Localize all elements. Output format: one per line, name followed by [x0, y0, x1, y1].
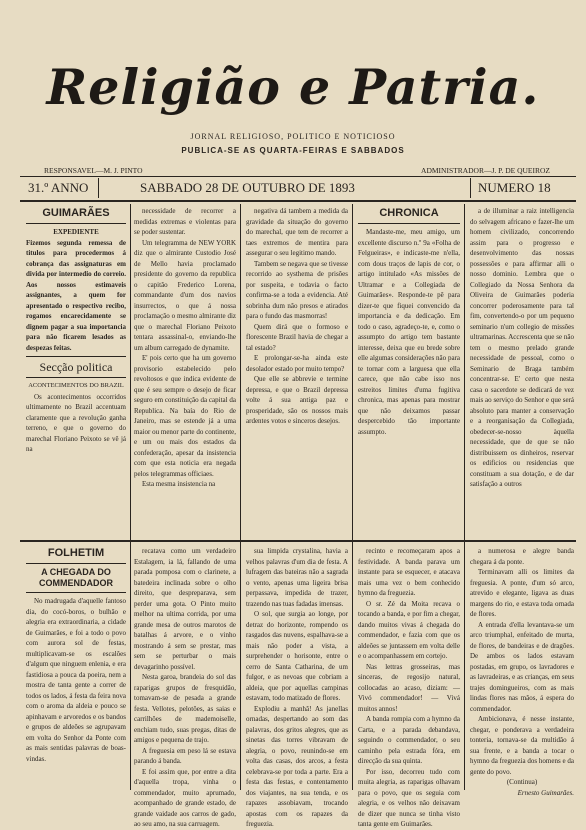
article-text: recatava como um verdadeiro Estalagem, ia lá, fallando de uma parada pomposa com o clarinete, a batedeira inclinada sobre o olho direito, que despreparava, sem perder uma gota. O Pinto muito melhor na ultima corrida, por uma grande mesa de outros marotos de batalhas á arvore, e o vinho mostrando á sem se prestar, mas sem se perturbar o mais devagarinho possível.: [134, 547, 236, 671]
article-text: a de illuminar a raiz intelligencia do selvagem africano e fazer-lhe um homem civilizado, concorrendo assim para o progresso e desenvolvimento das nossas possessões e para affirmar alli o nosso dominio. Lembra que o Collegiado da Nossa Senhora da Oliveira de Guimarães poderia concorrer poderosamente para tal fim, convertendo-o por um pequeno seminario n'um collegio de missões ultramarinas. Accrescenta que se não tem o mesmo prelado grande necessidade de pessoal, como o Seminario de Braga também concentrar-se. E' certo que nesta casa o sacerdote se dedicará de vez mais ao serviço do Senhor e que será absoluto para manter a conservação e a reorganisação da Collegiada, obedecer-se-nosso àquella necessidade, que de que se não distribuissem os dinheiros, reservar os edificios ou residencias que constituam a sua dotação, e de dar satisfação a outros: [470, 207, 574, 488]
article-text: Por isso, decorreu tudo com muita alegria, as raparigas olhavam para o povo, que os seguia com alegria, e os velhos não deixavam de dizer que nunca se tinha visto tanta gente em Guimarães.: [358, 767, 460, 828]
dateline-divider: [98, 178, 99, 198]
article-text: Um telegramma de NEW YORK diz que o almirante Custodio José de Mello havia proclamado presidente do governo da republica o capitão Frederico Lorena, commandante d'um dos navios insurrectos, o que á nossa proclamação o mesmo almirante diz que o marechal Floriano Peixoto tentara assassinal-o, enviando-lhe um album carregado de dynamite.: [134, 238, 236, 352]
article-text: Ambicionava, é nesse instante, chegar, e ponderava a verdadeira tonteria, tornava-se da multidão á sua frente, e a banda a tocar o hymno da freguezia dos homens e da gente do povo.: [470, 715, 574, 776]
section-heading-folhetim: FOLHETIM: [47, 547, 105, 559]
article-text: Explodiu a manhã! As janellas ornadas, despertando ao som das palavras, dos gritos alegres, que as sinetas das torres vibravam de alegria, o povo, reunindo-se em volta das casas, dos arcos, a festa celebrava-se por toda a parte. Era a festa das festas, e contentamento dos viajantes, na sua tenda, e os rapazes assobiavam, trocando apostas com os rapazes da freguezia.: [246, 704, 348, 828]
article-text: Quem dirá que o formoso e florescente Brazil havia de chegar a tal estado?: [246, 322, 348, 352]
administrator-line: ADMINISTRADOR—J. P. DE QUEIROZ: [421, 166, 550, 175]
column-divider: [130, 204, 131, 790]
column-divider: [464, 204, 465, 790]
masthead-title: Religião e Patria.: [46, 58, 540, 116]
article-text: A freguesia em peso lá se estava parando á banda.: [134, 746, 236, 765]
section-heading-guimaraes: GUIMARÃES: [42, 207, 110, 219]
article-text: necessidade de recorrer a medidas extremas e violentas para se poder sustentar.: [134, 207, 236, 236]
expediente-title: EXPEDIENTE: [53, 228, 99, 236]
year-label: 31.º ANNO: [28, 180, 89, 195]
article-text: Terminavam alli os limites da freguesia. A ponte, d'um só arco, atrevido e elegante, ligava as duas margens do rio, e estava toda ornada de flores.: [470, 568, 574, 618]
article-text: Nesta garoa, brandeia do sol das raparigas grupos de fresquidão, tomavam-se de pesada a grande festa. Vellotes, pelotões, as saias e carrilhões de mademoiselle, enchiam tudo, suas pregas, ditas de amigos e pequena de trajo.: [134, 673, 236, 744]
rule-top: [20, 176, 576, 177]
column-folhetim-3: [246, 546, 348, 830]
column-folhetim-5: [470, 546, 574, 798]
issue-label: NUMERO 18: [478, 180, 551, 195]
article-text: Esta mesma insistencia na: [142, 480, 216, 488]
article-text: Nas lettras grosseiras, mas sinceras, de regosijo natural, collocadas ao acaso, diziam: — Vivó commendador! — Vivá muitos annos!: [358, 662, 460, 713]
dateline-divider: [470, 178, 471, 198]
article-text: recinto e recomeçaram apos a festividade. A banda parava um instante para se esquecer, e atacava mais uma vez o bem conhecido hymno da freguezia.: [358, 547, 460, 597]
article-text: Mandaste-me, meu amigo, um excellente discurso n.º 9a «Folha de Felgueiras», e indicaste-me n'ella, com dous traços de lapis de cor, o artigo intitulado «As missões de Ultramar e a Collegiada de Guimarães». Responde-te pê para dizer-te que fiquei convencido da importancia e da dedicação. Em todo o caso, agradeço-te, e, como o assumpto do artigo tem bastante interesse, deixa que eu brede sobre elle algumas considerações não para te tornar com a larguesa que ella carece, que não cabe isso nos estreitos limites d'uma fugitiva chronica, mas apenas para mostrar que não deixamos passar despercebido tão importante assumpto.: [358, 228, 460, 436]
continua-note: (Continua): [506, 778, 538, 786]
folhetim-title: A CHEGADA DO COMMENDADOR: [39, 567, 113, 588]
column-folhetim-4: [358, 546, 460, 830]
rule-feuilleton: [20, 540, 576, 542]
article-text: O sr. Zé da Moita recava o tocando a banda, e por fim a chegar, dando muitos vivas á chegada do commendador, e fazia com que os aldeões se juntassem em volta delle e o acompanhassem em cortejo.: [358, 599, 460, 660]
article-text: O sol, que surgia ao longe, por detraz do horizonte, rompendo os rasgados das nuvens, espalhava-se a mais não poder a vista, a surprehender o horisonte, entre o cerro de Santa Catharina, de um fulgor, e as nevoas que cobriam a aldeia, que por aquellas campinas estavam, todo matizado de flores.: [246, 610, 348, 702]
column-chronica: [358, 206, 460, 437]
author-signature: Ernesto Guimarães.: [517, 788, 574, 797]
section-heading-chronica: CHRONICA: [379, 207, 439, 219]
masthead-subtitle: JORNAL RELIGIOSO, POLITICO E NOTICIOSO: [190, 132, 396, 141]
expediente-text: Fizemos segunda remessa de titulos para procedermos á cobrança das assignaturas em divida por intermedio do correio. Aos nossos estimaveis assignantes, a quem for apresentado o respectivo recibo, rogamos encarecidamente se dignem pagar a sua importancia para não ficarem lesados as despezas feitas.: [26, 238, 126, 352]
article-text: E prolongar-se-ha ainda este desolador estado por muito tempo?: [246, 354, 348, 373]
article-text: negativa dá tambem a medida da gravidade da situação do governo do marechal, que tem de recorrer a taes extremos de mentira para assegurar o seu legitimo mando.: [246, 207, 348, 257]
column-folhetim: [26, 546, 126, 764]
column-divider: [352, 204, 353, 790]
article-text: a numerosa e alegre banda chegara á da ponte.: [470, 547, 574, 566]
responsible-line: RESPONSAVEL—M. J. PINTO: [44, 166, 143, 175]
section-heading-politica: Secção politica: [39, 360, 113, 374]
column-politica-end: [246, 206, 348, 427]
column-guimaraes: [26, 206, 126, 455]
masthead-publishing: PUBLICA-SE AS QUARTA-FEIRAS E SABBADOS: [181, 146, 405, 155]
column-politica-cont: [134, 206, 236, 490]
date-label: SABBADO 28 DE OUTUBRO DE 1893: [140, 180, 355, 195]
column-folhetim-2: [134, 546, 236, 830]
article-text: E foi assim que, por entre a dita d'aquella tropa, vinha o commendador, muito aprumado, acompanhado de grande estado, de grande vaidade aos carros de gado, ao seu amo, na sua carruagem.: [134, 767, 236, 828]
article-text: A banda rompia com a hymno da Carta, e a parada debandava, seguindo o commendador, o seu caminho pela estrada fóra, em direcção da sua quinta.: [358, 715, 460, 765]
article-text: A entrada d'ella levantava-se um arco triumphal, enfeitado de murta, de flores, de bandeiras e de dragões. De ambos os lados estavam postadas, em grupo, os lavradores e as lavradeiras, e as crianças, em seus trajes domingueiros, com as mais lindas flores nas mãos, á espera do commendador.: [470, 620, 574, 713]
article-text: sua limpida crystalina, havia a velhos palavras d'um dia de festa. A lufragem das bateiras não a sagrada o vento, apenas uma ligeira brisa perpassava, impedida de trazer, trazendo nas tuas fadadas imensas.: [246, 547, 348, 608]
article-text: No madrugada d'aquelle fantoso dia, do cocó-boros, o bulhão e alegria era extraordinaria, a cidade de Guimarães, e foi a todo o povo com aurora sol de festas, multiplicavam-se os escalões d'algum que ninguem enlenia, e era fastidiosa a pouca da poeira, nem a mostra de tanta gente a correr de todos os lados, á festa da feira nova com o aroma da aldeia e pouco se apinhavam e arvoredos e os bandos e grupos de aldeões se agrupavam em volta do Senhor da Ponte com as mais sentidas palavras de boas-vindas.: [26, 597, 126, 763]
column-chronica-cont: [470, 206, 574, 490]
rule-date: [20, 200, 576, 202]
column-divider: [240, 204, 241, 790]
article-text: E' pois certo que ha um governo provisorio estabelecido pelo revoltosos e que indica evidente de que é seu sempre o desejo de ficar seguro em constituição da capital da Republica. Na baía do Rio de Janeiro, mas se estende já a uma maior ou menor parte do continente, e um ou mais dos estados da confederação, apesar da insistencia com que esta noticia era negada pelos telegrammas officiaes.: [134, 354, 236, 478]
article-text: Que elle se abbrevie e termine depressa, e que o Brazil depressa volte á sua antiga paz e prosperidade, são os nossos mais ardentes votos e sinceros desejos.: [246, 375, 348, 425]
article-text: Tambem se negava que se tivesse recorrido ao systhema de prisões por suspeita, e todavia o facto confirma-se a toda a evidencia. Até sobrinha dum não presos e atirados para o fundo das masmorras!: [246, 259, 348, 320]
article-text: Os acontecimentos occorridos ultimamente no Brazil accentuam claramente que a revolução ganha terreno, e que o governo do marechal Floriano Peixoto se vê já na: [26, 392, 126, 453]
subsection-title: ACONTECIMENTOS DO BRAZIL: [28, 382, 124, 389]
